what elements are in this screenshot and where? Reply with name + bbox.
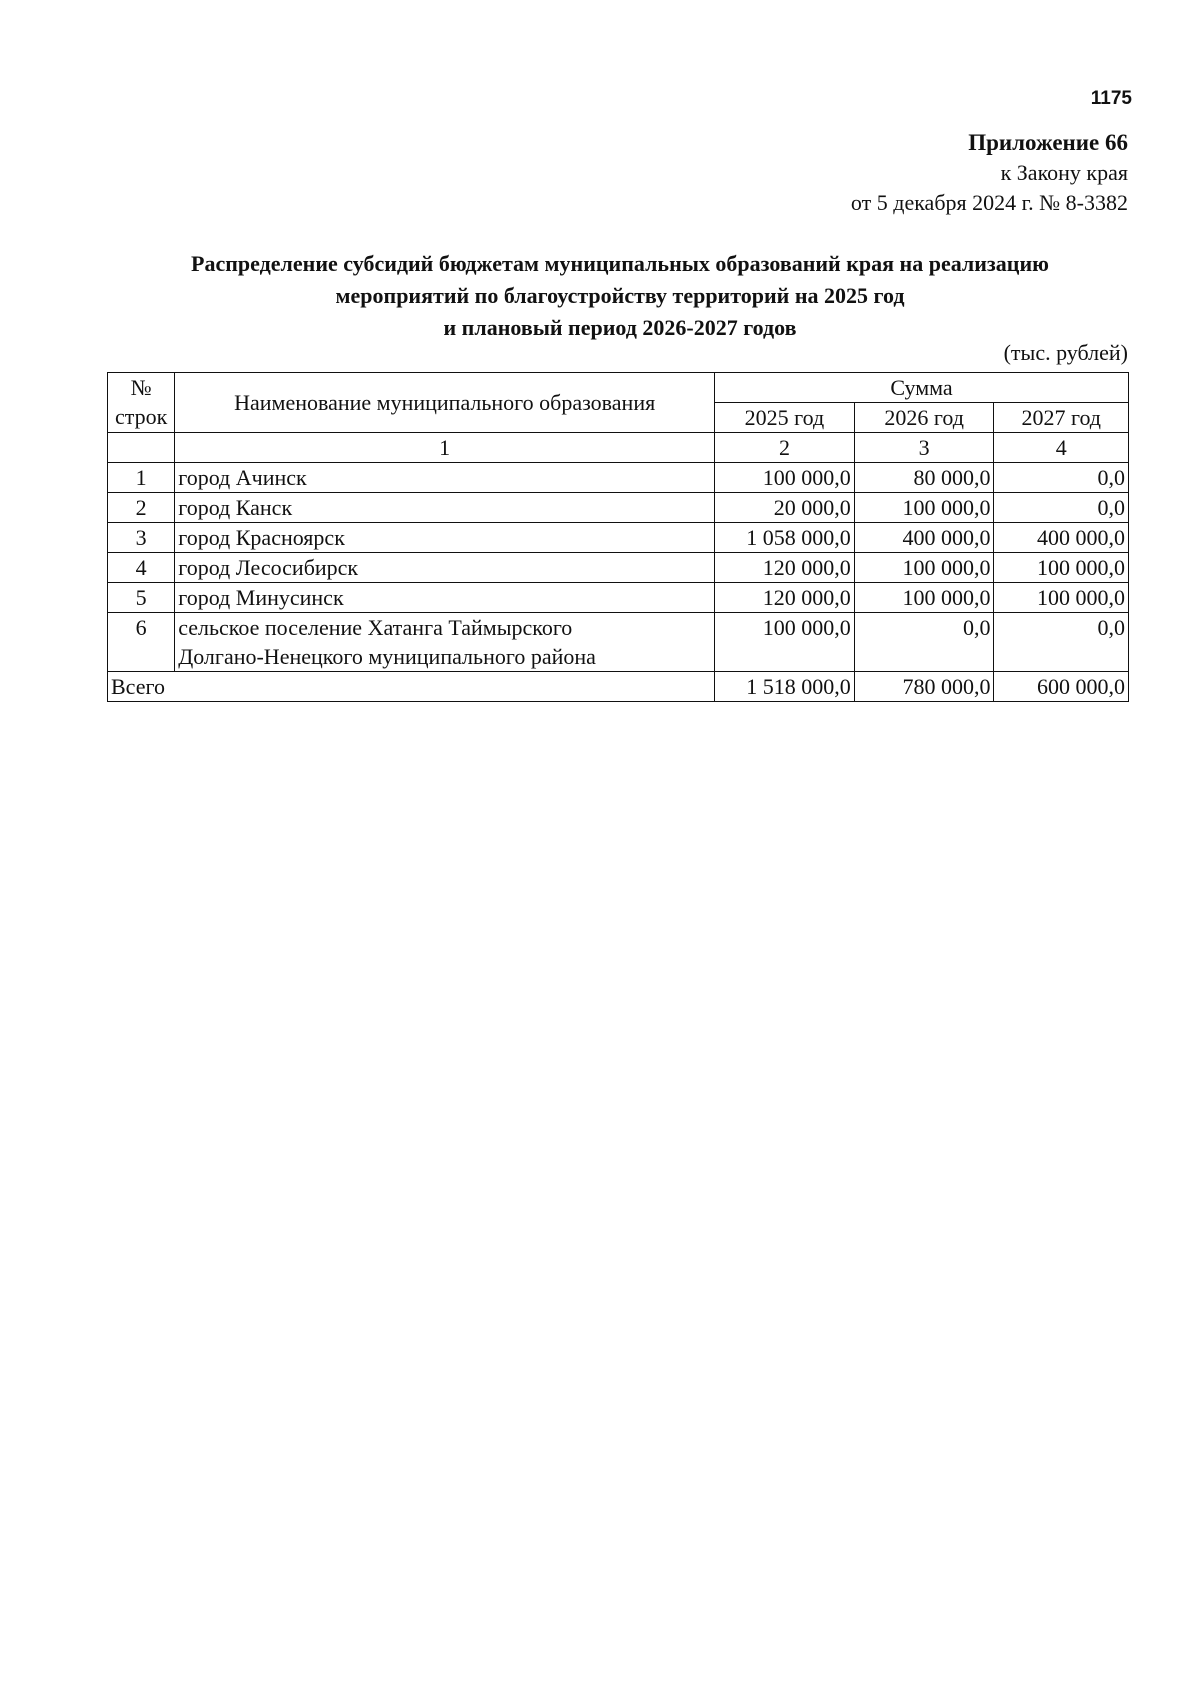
- table-row: [108, 583, 1129, 613]
- header-no-sign: №: [130, 375, 152, 400]
- header-municipality-name: Наименование муниципального образования: [175, 373, 715, 433]
- amount-2026: 80 000,0: [854, 463, 994, 493]
- amount-2027: 100 000,0: [994, 583, 1129, 613]
- amount-2027: 400 000,0: [994, 523, 1129, 553]
- column-numbers-row: [108, 433, 1129, 463]
- subsidy-distribution-table: [107, 372, 1129, 702]
- table-row: [108, 613, 1129, 672]
- amount-2027: 0,0: [994, 463, 1129, 493]
- municipality-name-line-1: сельское поселение Хатанга Таймырского: [178, 615, 573, 640]
- document-title-line-1: Распределение субсидий бюджетам муниципальных образований края на реализацию: [191, 251, 1049, 276]
- table-row: [108, 523, 1129, 553]
- amount-2026: 100 000,0: [854, 583, 994, 613]
- amount-2027: 0,0: [994, 613, 1129, 672]
- total-label: Всего: [108, 672, 715, 702]
- header-year-2027: 2027 год: [994, 403, 1129, 433]
- table-row: [108, 463, 1129, 493]
- appendix-law-date: от 5 декабря 2024 г. № 8-3382: [850, 190, 1128, 215]
- municipality-name: город Красноярск: [175, 523, 715, 553]
- amount-2025: 120 000,0: [715, 553, 855, 583]
- header-year-2025: 2025 год: [715, 403, 855, 433]
- amount-2025: 1 058 000,0: [715, 523, 855, 553]
- table-total-row: [108, 672, 1129, 702]
- column-number: 4: [994, 433, 1129, 463]
- municipality-name: город Лесосибирск: [175, 553, 715, 583]
- amount-2025: 20 000,0: [715, 493, 855, 523]
- column-number: [108, 433, 175, 463]
- municipality-name: [175, 613, 715, 672]
- row-number: 1: [108, 463, 175, 493]
- total-2026: 780 000,0: [854, 672, 994, 702]
- amount-2027: 100 000,0: [994, 553, 1129, 583]
- table-header-row: [108, 373, 1129, 403]
- header-rows-label: строк: [114, 404, 168, 429]
- row-number: 6: [108, 613, 175, 672]
- amount-2026: 400 000,0: [854, 523, 994, 553]
- total-2027: 600 000,0: [994, 672, 1129, 702]
- appendix-block: [851, 128, 1128, 218]
- header-sum: Сумма: [715, 373, 1129, 403]
- municipality-name: город Канск: [175, 493, 715, 523]
- row-number: 3: [108, 523, 175, 553]
- amount-2025: 100 000,0: [715, 613, 855, 672]
- amount-2026: 100 000,0: [854, 493, 994, 523]
- municipality-name-line-2: Долгано-Ненецкого муниципального района: [178, 644, 596, 669]
- page-number: 1175: [1090, 88, 1132, 109]
- row-number: 2: [108, 493, 175, 523]
- header-year-2026: 2026 год: [854, 403, 994, 433]
- total-2025: 1 518 000,0: [715, 672, 855, 702]
- column-number: 2: [715, 433, 855, 463]
- table-row: [108, 493, 1129, 523]
- document-title-line-3: и плановый период 2026-2027 годов: [443, 315, 797, 340]
- municipality-name: город Ачинск: [175, 463, 715, 493]
- document-title-line-2: мероприятий по благоустройству территорий на 2025 год: [335, 283, 905, 308]
- column-number: 1: [175, 433, 715, 463]
- header-row-number: [108, 373, 175, 433]
- row-number: 5: [108, 583, 175, 613]
- table-row: [108, 553, 1129, 583]
- appendix-title: Приложение 66: [968, 130, 1128, 155]
- amount-2025: 100 000,0: [715, 463, 855, 493]
- column-number: 3: [854, 433, 994, 463]
- units-label: (тыс. рублей): [1003, 340, 1128, 365]
- amount-2026: 100 000,0: [854, 553, 994, 583]
- municipality-name: город Минусинск: [175, 583, 715, 613]
- appendix-law-reference: к Закону края: [1000, 160, 1128, 185]
- row-number: 4: [108, 553, 175, 583]
- document-title: [100, 248, 1140, 344]
- amount-2026: 0,0: [854, 613, 994, 672]
- amount-2025: 120 000,0: [715, 583, 855, 613]
- amount-2027: 0,0: [994, 493, 1129, 523]
